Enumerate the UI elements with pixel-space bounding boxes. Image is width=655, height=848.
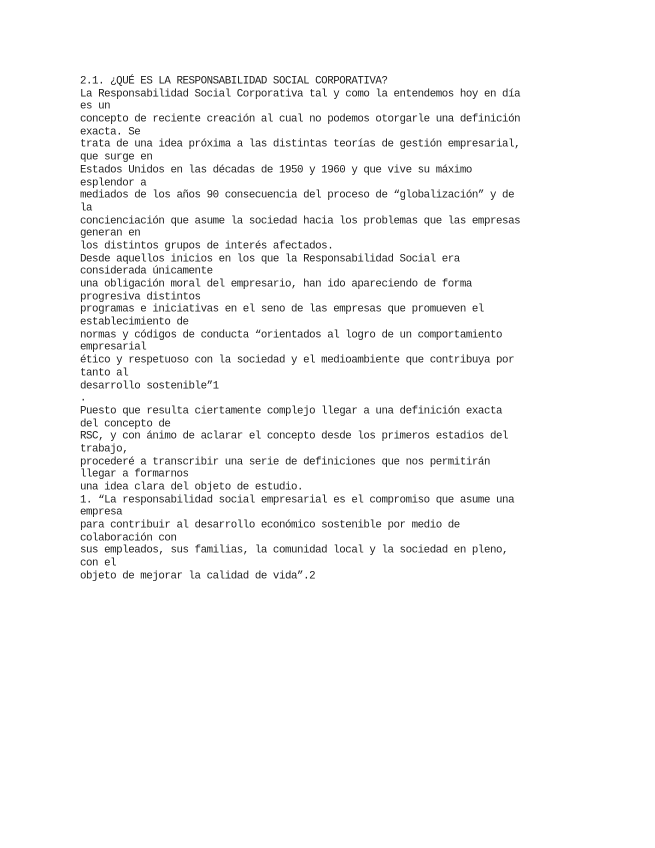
document-text [80,75,580,583]
text-line: progresiva distintos [80,290,201,304]
text-line: . [80,392,87,405]
text-line: procederé a transcribir una serie de definiciones que nos permitirán [80,455,490,469]
text-line: trabajo, [80,442,129,456]
text-line: sus empleados, sus familias, la comunidad local y la sociedad en pleno, [80,544,509,558]
text-line: concienciación que asume la sociedad hacia los problemas que las empresas [80,214,521,228]
text-line: Puesto que resulta ciertamente complejo llegar a una definición exacta [80,404,503,418]
text-line: con el [80,557,117,570]
text-line: una obligación moral del empresario, han ido apareciendo de forma [80,278,472,291]
text-line: establecimiento de [80,316,189,329]
text-line: desarrollo sostenible”1 [80,379,219,393]
text-line: llegar a formarnos [80,468,189,482]
text-line: que surge en [80,151,153,164]
text-line: objeto de mejorar la calidad de vida”.2 [80,569,316,583]
text-line: normas y códigos de conducta “orientados al logro de un comportamiento [80,328,503,342]
text-line: del concepto de [80,417,171,431]
text-line: exacta. Se [80,125,141,139]
text-line: colaboración con [80,531,177,545]
section-heading: 2.1. ¿QUÉ ES LA RESPONSABILIDAD SOCIAL CORPORATIVA? [80,75,388,88]
text-line: empresarial [80,341,147,355]
text-line: una idea clara del objeto de estudio. [80,481,304,494]
text-line: considerada únicamente [80,265,213,279]
text-line: esplendor a [80,176,147,190]
text-line: RSC, y con ánimo de aclarar el concepto desde los primeros estadios del [80,430,509,443]
text-line: mediados de los años 90 consecuencia del proceso de “globalización” y de [80,189,515,202]
text-line: generan en [80,227,141,240]
text-line: empresa [80,506,123,520]
text-line: es un [80,100,111,114]
text-line: la [80,201,93,215]
text-line: programas e iniciativas en el seno de las empresas que promueven el [80,303,484,317]
text-line: tanto al [80,366,129,380]
text-line: los distintos grupos de interés afectados. [80,239,334,253]
text-line: 1. “La responsabilidad social empresarial es el compromiso que asume una [80,493,515,507]
text-line: ético y respetuoso con la sociedad y el medioambiente que contribuya por [80,354,515,367]
text-line: Estados Unidos en las décadas de 1950 y 1960 y que vive su máximo [80,163,472,177]
text-line: Desde aquellos inicios en los que la Responsabilidad Social era [80,252,460,266]
text-line: La Responsabilidad Social Corporativa tal y como la entendemos hoy en día [80,87,521,101]
text-line: concepto de reciente creación al cual no podemos otorgarle una definición [80,113,521,126]
text-line: para contribuir al desarrollo económico sostenible por medio de [80,519,460,532]
text-line: trata de una idea próxima a las distintas teorías de gestión empresarial, [80,138,521,152]
